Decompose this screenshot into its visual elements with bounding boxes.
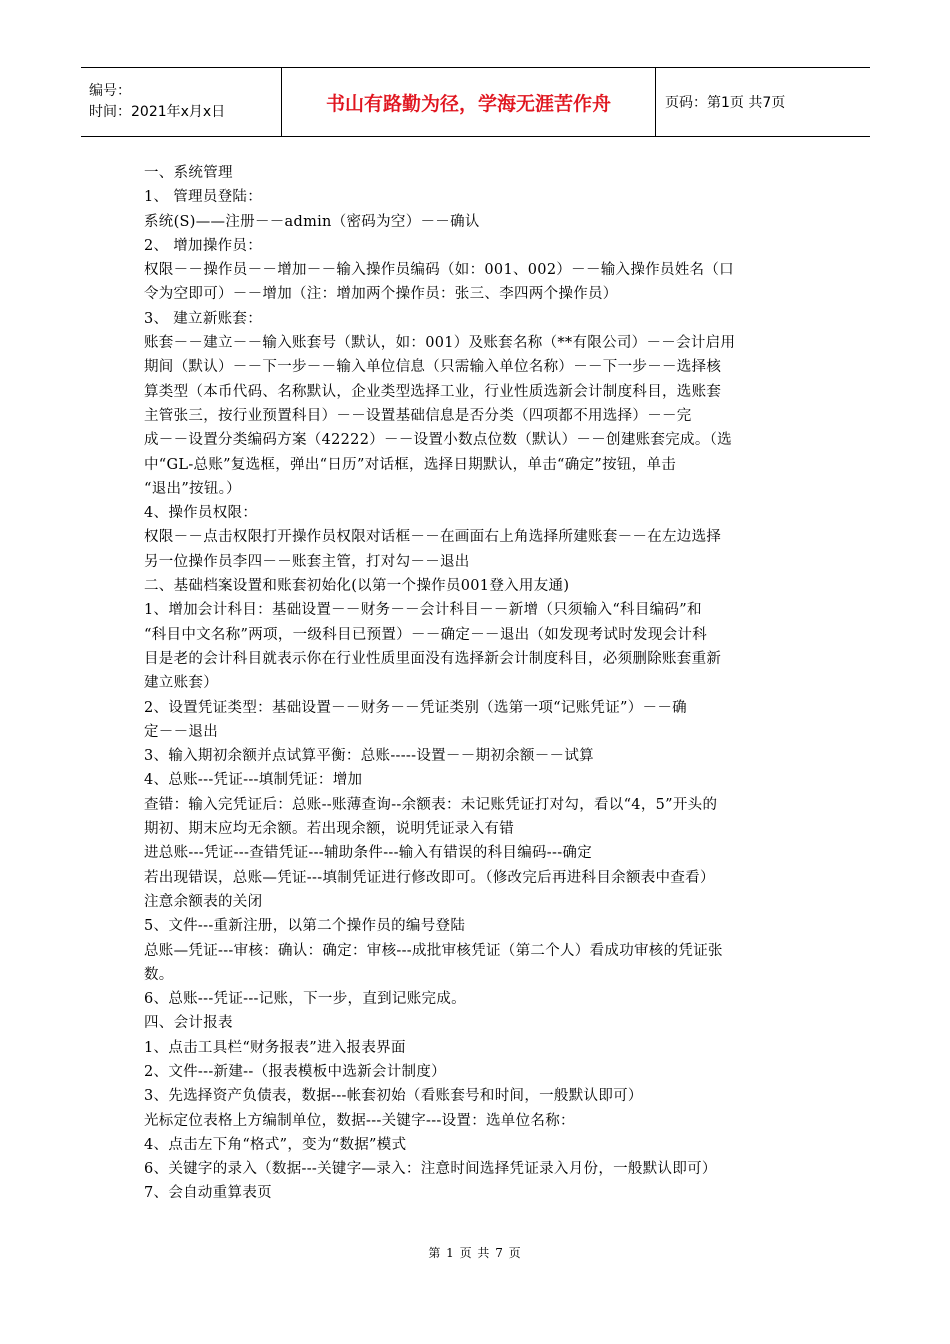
text-line: 6、关键字的录入（数据---关键字—录入：注意时间选择凭证录入月份，一般默认即可） [144, 1161, 717, 1178]
text-line: 若出现错误，总账—凭证---填制凭证进行修改即可。（修改完后再进科目余额表中查看） [144, 869, 715, 886]
text-line: 注意余额表的关闭 [144, 893, 263, 910]
text-line: 中“GL-总账”复选框，弹出“日历”对话框，选择日期默认，单击“确定”按钮，单击 [144, 456, 677, 473]
text-line: 账套－－建立－－输入账套号（默认，如：001）及账套名称（**有限公司）－－会计启用 [144, 335, 736, 352]
text-line: 另一位操作员李四－－账套主管，打对勾－－退出 [144, 553, 470, 570]
text-line: 4、点击左下角“格式”，变为“数据”模式 [144, 1136, 407, 1153]
text-line: 1、增加会计科目：基础设置－－财务－－会计科目－－新增（只须输入“科目编码”和 [144, 602, 702, 619]
document-header [81, 67, 870, 137]
text-line: “退出”按钮。） [144, 480, 241, 497]
document-body [144, 161, 810, 1206]
text-line: 6、总账---凭证---记账，下一步，直到记账完成。 [144, 991, 466, 1008]
text-line: 定－－退出 [144, 723, 218, 740]
page-footer: 第 1 页 共 7 页 [428, 1246, 522, 1260]
motto-text: 书山有路勤为径，学海无涯苦作舟 [325, 92, 611, 115]
text-line: 5、文件---重新注册，以第二个操作员的编号登陆 [144, 918, 466, 935]
text-line: 2、 增加操作员： [144, 237, 263, 254]
number-label: 编号： [89, 83, 131, 99]
text-line: 目是老的会计科目就表示你在行业性质里面没有选择新会计制度科目，必须删除账套重新 [144, 650, 722, 667]
text-line: 算类型（本币代码、名称默认，企业类型选择工业，行业性质选新会计制度科目，选账套 [144, 383, 722, 400]
text-line: 建立账套） [144, 675, 218, 692]
text-line: 四、会计报表 [144, 1015, 233, 1032]
text-line: “科目中文名称”两项，一级科目已预置）－－确定－－退出（如发现考试时发现会计科 [144, 626, 708, 643]
text-line: 总账—凭证---审核：确认：确定：审核---成批审核凭证（第二个人）看成功审核的凭证张 [144, 942, 723, 959]
text-line: 系统(S)——注册－－admin（密码为空）－－确认 [144, 213, 480, 230]
text-line: 2、设置凭证类型：基础设置－－财务－－凭证类别（选第一项“记账凭证”）－－确 [144, 699, 687, 716]
text-line: 3、先选择资产负债表，数据---帐套初始（看账套号和时间，一般默认即可） [144, 1088, 643, 1105]
header-page-cell [656, 68, 870, 136]
header-info-cell [81, 68, 282, 136]
time-label: 时间：2021年x月x日 [89, 104, 226, 120]
text-line: 7、会自动重算表页 [144, 1185, 272, 1202]
text-line: 成－－设置分类编码方案（42222）－－设置小数点位数（默认）－－创建账套完成。（选 [144, 432, 732, 449]
text-line: 期间（默认）－－下一步－－输入单位信息（只需输入单位名称）－－下一步－－选择核 [144, 359, 722, 376]
header-motto-cell [282, 68, 656, 136]
text-line: 一、系统管理 [144, 165, 233, 181]
text-line: 进总账---凭证---查错凭证---辅助条件---输入有错误的科目编码---确定 [144, 845, 592, 862]
text-line: 1、点击工具栏“财务报表”进入报表界面 [144, 1039, 406, 1056]
text-line: 数。 [144, 966, 174, 983]
page-info: 页码：第1页 共7页 [665, 95, 786, 111]
text-line: 权限－－操作员－－增加－－输入操作员编码（如：001、002）－－输入操作员姓名（口 [144, 262, 734, 279]
text-line: 1、 管理员登陆： [144, 189, 263, 206]
text-line: 光标定位表格上方编制单位，数据---关键字---设置：选单位名称： [144, 1112, 575, 1129]
text-line: 权限－－点击权限打开操作员权限对话框－－在画面右上角选择所建账套－－在左边选择 [144, 529, 722, 546]
text-line: 主管张三，按行业预置科目）－－设置基础信息是否分类（四项都不用选择）－－完 [144, 407, 692, 424]
text-line: 3、输入期初余额并点试算平衡：总账-----设置－－期初余额－－试算 [144, 748, 594, 765]
text-line: 4、总账---凭证---填制凭证：增加 [144, 772, 363, 789]
text-line: 3、 建立新账套： [144, 310, 263, 327]
text-line: 4、操作员权限： [144, 505, 258, 522]
text-line: 2、文件---新建--（报表模板中选新会计制度） [144, 1063, 446, 1080]
text-line: 期初、期末应均无余额。若出现余额，说明凭证录入有错 [144, 821, 514, 838]
text-line: 令为空即可）－－增加（注：增加两个操作员：张三、李四两个操作员） [144, 286, 618, 303]
text-line: 二、基础档案设置和账套初始化(以第一个操作员001登入用友通) [144, 578, 570, 595]
text-line: 查错：输入完凭证后：总账--账薄查询--余额表：未记账凭证打对勾，看以“4，5”开头的 [144, 796, 718, 813]
